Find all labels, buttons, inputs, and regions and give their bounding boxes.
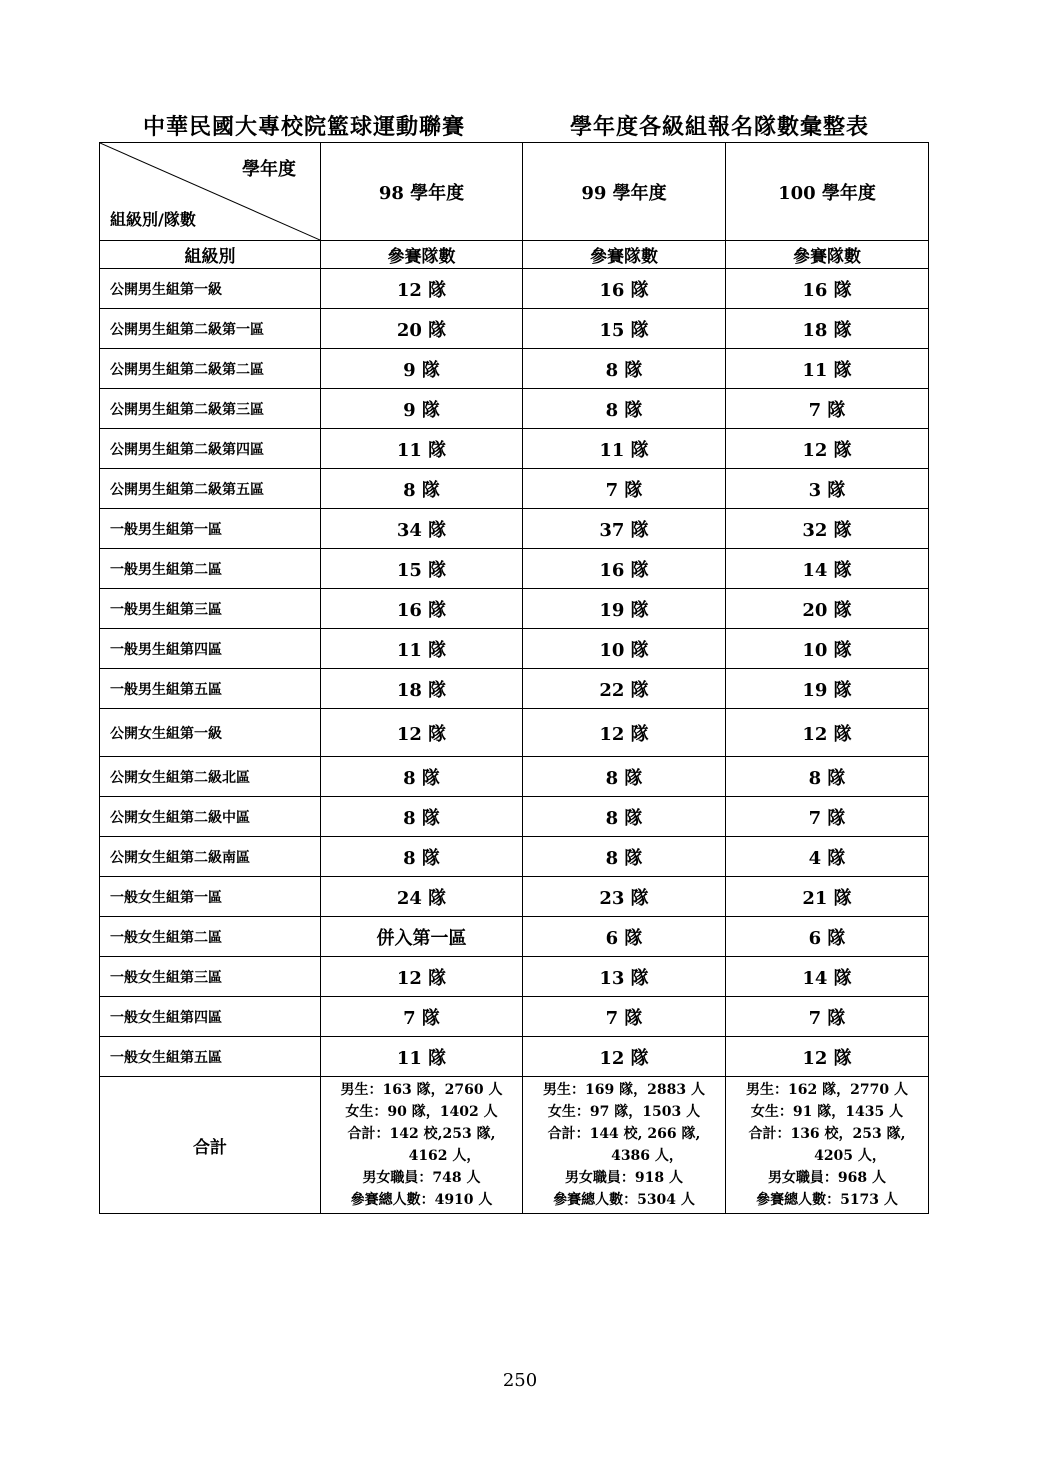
team-count-cell: 9 隊 [321,389,523,429]
team-count-cell: 11 隊 [726,349,929,389]
team-count-cell: 3 隊 [726,469,929,509]
total-summary-line: 參賽總人數：5304 人 [553,1192,695,1208]
team-count-cell: 8 隊 [523,349,726,389]
team-count-cell: 8 隊 [523,837,726,877]
team-count-column-header: 參賽隊數 [523,241,726,269]
table-row [100,997,929,1037]
table-row [100,389,929,429]
group-name-cell: 一般女生組第二區 [100,917,321,957]
group-name-cell: 一般女生組第一區 [100,877,321,917]
team-count-cell: 7 隊 [726,389,929,429]
team-count-cell: 12 隊 [321,709,523,757]
total-summary-line: 女生：97 隊，1503 人 [547,1104,701,1120]
total-summary-line: 4205 人， [814,1148,886,1164]
team-count-cell: 12 隊 [321,269,523,309]
team-count-cell: 8 隊 [321,797,523,837]
team-count-cell: 6 隊 [726,917,929,957]
team-count-cell: 7 隊 [321,997,523,1037]
total-summary-line: 合計：136 校，253 隊, [748,1126,906,1142]
team-count-cell: 12 隊 [726,429,929,469]
team-count-cell: 16 隊 [523,269,726,309]
table-row [100,837,929,877]
team-count-cell: 19 隊 [726,669,929,709]
group-name-cell: 一般男生組第一區 [100,509,321,549]
diagonal-header-year-label: 學年度 [242,159,296,180]
team-count-cell: 7 隊 [523,469,726,509]
group-name-cell: 一般男生組第二區 [100,549,321,589]
group-name-cell: 公開男生組第二級第五區 [100,469,321,509]
team-count-cell: 32 隊 [726,509,929,549]
team-count-cell: 20 隊 [726,589,929,629]
table-row [100,629,929,669]
group-name-cell: 一般女生組第三區 [100,957,321,997]
table-row [100,1037,929,1077]
column-header-row [100,241,929,269]
team-count-cell: 8 隊 [523,389,726,429]
page-number: 250 [502,1370,538,1391]
team-count-cell: 7 隊 [726,797,929,837]
team-count-cell: 6 隊 [523,917,726,957]
team-count-cell: 19 隊 [523,589,726,629]
total-summary-line: 男生：162 隊，2770 人 [746,1082,908,1098]
team-count-cell: 8 隊 [321,469,523,509]
table-row [100,469,929,509]
total-summary-cell [523,1077,726,1214]
team-count-cell: 22 隊 [523,669,726,709]
team-count-cell: 16 隊 [321,589,523,629]
group-name-cell: 公開男生組第一級 [100,269,321,309]
team-count-cell: 11 隊 [523,429,726,469]
group-name-cell: 公開女生組第二級南區 [100,837,321,877]
group-name-cell: 一般男生組第四區 [100,629,321,669]
team-count-cell: 11 隊 [321,429,523,469]
table-row [100,669,929,709]
team-count-cell: 24 隊 [321,877,523,917]
table-row [100,589,929,629]
team-count-cell: 7 隊 [726,997,929,1037]
total-summary-line: 男生：163 隊，2760 人 [340,1082,503,1098]
team-count-cell: 8 隊 [523,797,726,837]
total-summary-line: 4386 人， [611,1148,683,1164]
team-count-cell: 18 隊 [726,309,929,349]
total-row [100,1077,929,1214]
group-column-header: 組級別 [100,241,321,269]
table-row [100,917,929,957]
team-count-cell: 9 隊 [321,349,523,389]
table-row [100,709,929,757]
team-count-cell: 8 隊 [726,757,929,797]
group-name-cell: 公開男生組第二級第一區 [100,309,321,349]
total-label-cell: 合計 [100,1077,321,1214]
group-name-cell: 公開男生組第二級第三區 [100,389,321,429]
team-count-cell: 14 隊 [726,957,929,997]
diagonal-header-group-label: 組級別/隊數 [110,210,196,229]
total-summary-line: 合計：144 校, 266 隊, [547,1126,701,1142]
team-count-cell: 12 隊 [321,957,523,997]
team-count-cell: 16 隊 [523,549,726,589]
team-count-cell: 12 隊 [726,709,929,757]
team-count-cell: 37 隊 [523,509,726,549]
total-summary-line: 合計：142 校,253 隊, [347,1126,496,1142]
team-count-column-header: 參賽隊數 [321,241,523,269]
total-summary-cell [726,1077,929,1214]
table-row [100,877,929,917]
team-count-cell: 7 隊 [523,997,726,1037]
team-count-cell: 15 隊 [321,549,523,589]
team-count-cell: 20 隊 [321,309,523,349]
team-count-cell: 34 隊 [321,509,523,549]
table-row [100,349,929,389]
team-count-cell: 13 隊 [523,957,726,997]
total-summary-line: 女生：91 隊，1435 人 [750,1104,904,1120]
team-count-cell: 12 隊 [726,1037,929,1077]
team-count-column-header: 參賽隊數 [726,241,929,269]
table-row [100,957,929,997]
table-row [100,429,929,469]
group-name-cell: 一般女生組第四區 [100,997,321,1037]
total-summary-line: 女生：90 隊，1402 人 [345,1104,498,1120]
team-count-cell: 10 隊 [726,629,929,669]
diagonal-header-cell [100,143,321,241]
table-row [100,509,929,549]
table-row [100,309,929,349]
total-summary-cell [321,1077,523,1214]
group-name-cell: 公開女生組第二級北區 [100,757,321,797]
group-name-cell: 公開男生組第二級第二區 [100,349,321,389]
document-title-left: 中華民國大專校院籃球運動聯賽 [143,114,466,140]
total-summary-line: 男女職員：968 人 [767,1170,887,1186]
team-count-cell: 18 隊 [321,669,523,709]
team-count-cell: 4 隊 [726,837,929,877]
team-count-cell: 16 隊 [726,269,929,309]
total-summary-line: 參賽總人數：4910 人 [350,1192,493,1208]
team-count-cell: 11 隊 [321,629,523,669]
team-count-cell: 11 隊 [321,1037,523,1077]
group-name-cell: 公開女生組第一級 [100,709,321,757]
team-count-cell: 10 隊 [523,629,726,669]
total-summary-line: 男女職員：918 人 [564,1170,684,1186]
group-name-cell: 公開男生組第二級第四區 [100,429,321,469]
group-name-cell: 一般男生組第三區 [100,589,321,629]
team-count-cell: 12 隊 [523,709,726,757]
table-row [100,549,929,589]
table-row [100,269,929,309]
team-count-cell: 12 隊 [523,1037,726,1077]
table-row [100,797,929,837]
year-header-row [100,143,929,241]
team-count-cell: 8 隊 [321,757,523,797]
document-title-right: 學年度各級組報名隊數彙整表 [570,114,870,140]
table-row [100,757,929,797]
total-summary-line: 男女職員：748 人 [362,1170,481,1186]
team-count-table [99,142,929,1214]
year-header: 100 學年度 [726,143,929,241]
total-summary-line: 參賽總人數：5173 人 [756,1192,898,1208]
group-name-cell: 一般女生組第五區 [100,1037,321,1077]
team-count-cell: 15 隊 [523,309,726,349]
team-count-cell: 併入第一區 [321,917,523,957]
team-count-cell: 21 隊 [726,877,929,917]
year-header: 99 學年度 [523,143,726,241]
total-summary-line: 男生：169 隊，2883 人 [543,1082,705,1098]
year-header: 98 學年度 [321,143,523,241]
team-count-cell: 8 隊 [321,837,523,877]
team-count-cell: 14 隊 [726,549,929,589]
group-name-cell: 公開女生組第二級中區 [100,797,321,837]
team-count-cell: 8 隊 [523,757,726,797]
group-name-cell: 一般男生組第五區 [100,669,321,709]
team-count-cell: 23 隊 [523,877,726,917]
total-summary-line: 4162 人， [408,1148,481,1164]
